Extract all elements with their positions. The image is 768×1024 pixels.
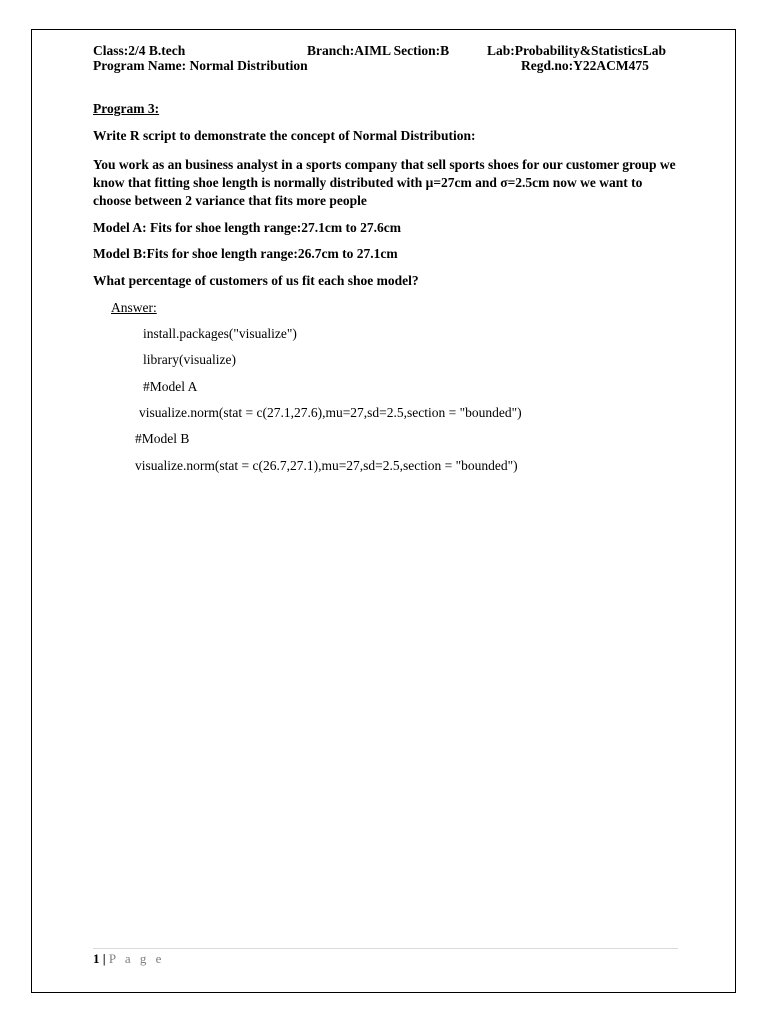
program-scenario: You work as an business analyst in a sports company that sell sports shoes for our customer group we know that fitting shoe length is normally distributed with μ=27cm and σ=2.5cm now we want to choose between 2 variance that fits more people [93,157,676,208]
model-b-text: Model B:Fits for shoe length range:26.7cm to 27.1cm [93,246,398,261]
header-program-name: Program Name: Normal Distribution [93,58,308,73]
footer-separator: | [102,951,106,966]
page-label: P a g e [108,951,165,966]
page-footer [93,951,164,967]
page-number: 1 [93,951,100,966]
code-line: #Model B [135,431,190,446]
answer-label: Answer: [111,300,157,315]
program-task: Write R script to demonstrate the concept of Normal Distribution: [93,128,476,143]
code-line: install.packages("visualize") [143,326,297,341]
header-lab: Lab:Probability&StatisticsLab [487,43,667,58]
code-line: visualize.norm(stat = c(27.1,27.6),mu=27,sd=2.5,section = "bounded") [139,405,522,420]
footer-rule [93,948,678,949]
code-line: visualize.norm(stat = c(26.7,27.1),mu=27,sd=2.5,section = "bounded") [135,458,518,473]
header-class: Class:2/4 B.tech [93,43,186,58]
code-line: library(visualize) [143,352,236,367]
header-branch: Branch:AIML Section:B [307,43,450,58]
code-line: #Model A [143,379,198,394]
header-regd-no: Regd.no:Y22ACM475 [521,58,649,73]
model-a-text: Model A: Fits for shoe length range:27.1cm to 27.6cm [93,220,401,235]
program-title: Program 3: [93,101,160,116]
question-text: What percentage of customers of us fit each shoe model? [93,273,419,288]
